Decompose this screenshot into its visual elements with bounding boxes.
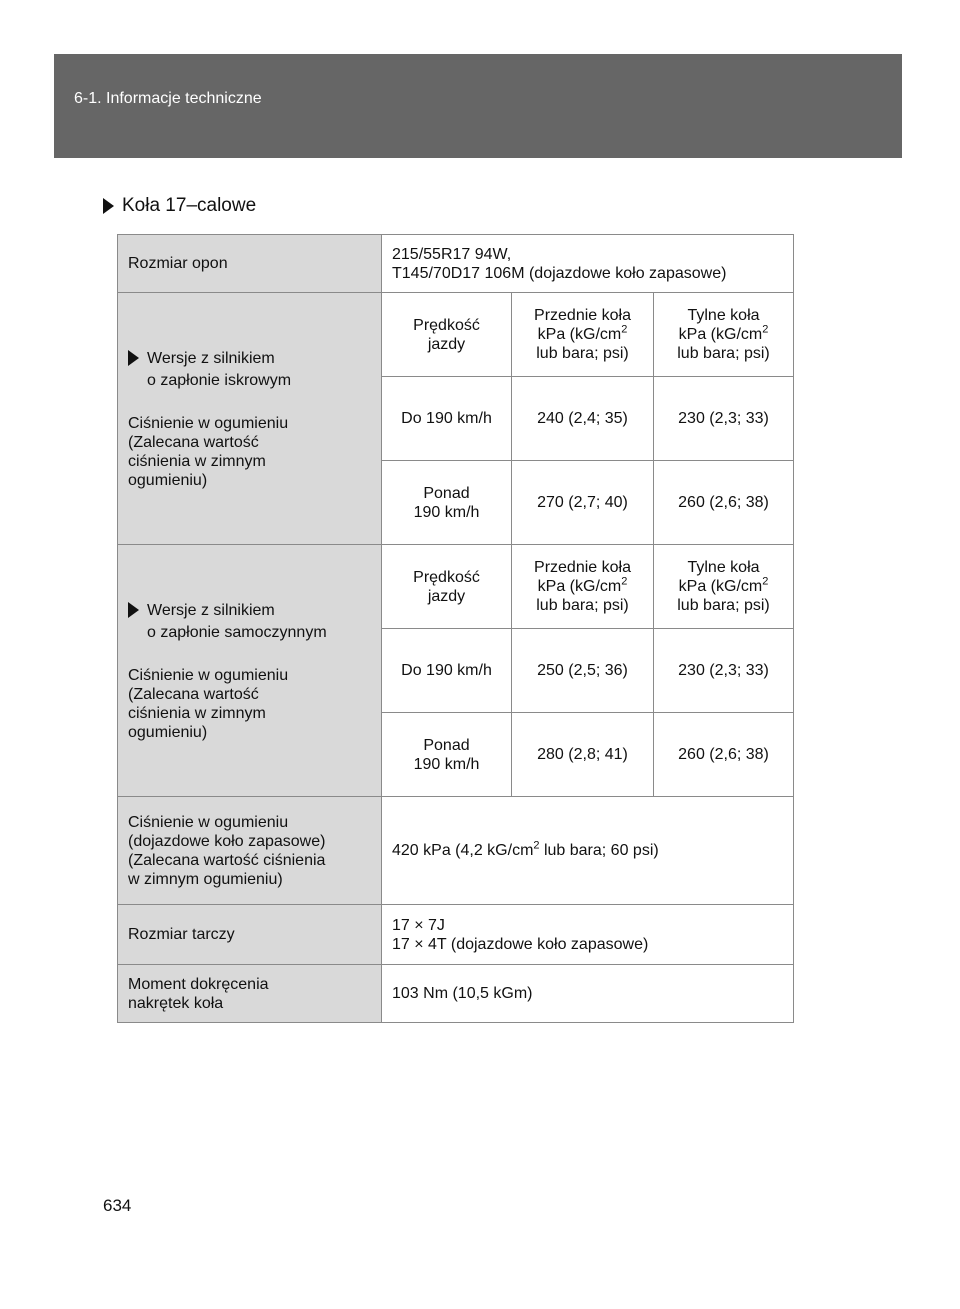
col-header-speed: Prędkość jazdy bbox=[382, 293, 512, 377]
petrol-subtitle: Wersje z silnikiem o zapłonie iskrowym bbox=[128, 348, 371, 392]
diesel-pressure-label: Wersje z silnikiem o zapłonie samoczynnym Ciśnienie w ogumieniu (Zalecana wartość ciśnienia w zimnym ogumieniu) bbox=[118, 545, 382, 797]
table-row bbox=[118, 545, 794, 629]
table-row bbox=[118, 797, 794, 905]
rear-pressure-cell: 230 (2,3; 33) bbox=[654, 377, 794, 461]
torque-label: Moment dokręcenia nakrętek koła bbox=[118, 965, 382, 1023]
section-heading-text: Koła 17–calowe bbox=[122, 195, 257, 216]
col-header-front: Przednie koła kPa ($kG/cm^2$ lub bara; psi) bbox=[512, 545, 654, 629]
spare-pressure-label: Ciśnienie w ogumieniu (dojazdowe koło zapasowe) (Zalecana wartość ciśnienia w zimnym ogumieniu) bbox=[118, 797, 382, 905]
rim-size-label: Rozmiar tarczy bbox=[118, 905, 382, 965]
rim-size-value: 17 × 7J 17 × 4T (dojazdowe koło zapasowe) bbox=[382, 905, 794, 965]
tire-size-label: Rozmiar opon bbox=[118, 235, 382, 293]
section-heading bbox=[103, 195, 256, 217]
diesel-subtitle: Wersje z silnikiem o zapłonie samoczynnym bbox=[128, 600, 371, 644]
petrol-pressure-label: Wersje z silnikiem o zapłonie iskrowym Ciśnienie w ogumieniu (Zalecana wartość ciśnienia w zimnym ogumieniu) bbox=[118, 293, 382, 545]
wheel-spec-table bbox=[117, 234, 794, 1023]
col-header-front: Przednie koła kPa ($kG/cm^2$ lub bara; psi) bbox=[512, 293, 654, 377]
torque-value: 103 Nm (10,5 kGm) bbox=[382, 965, 794, 1023]
triangle-bullet-icon bbox=[103, 198, 114, 214]
rear-pressure-cell: 230 (2,3; 33) bbox=[654, 629, 794, 713]
spare-pressure-value: 420 kPa (4,2 $kG/cm^2$ lub bara; 60 psi) bbox=[382, 797, 794, 905]
page-number: 634 bbox=[103, 1196, 132, 1215]
col-header-rear: Tylne koła kPa ($kG/cm^2$ lub bara; psi) bbox=[654, 293, 794, 377]
table-row bbox=[118, 965, 794, 1023]
table-row bbox=[118, 905, 794, 965]
chapter-title: 6-1. Informacje techniczne bbox=[74, 90, 262, 107]
rear-pressure-cell: 260 (2,6; 38) bbox=[654, 461, 794, 545]
table-row bbox=[118, 235, 794, 293]
col-header-speed: Prędkość jazdy bbox=[382, 545, 512, 629]
tire-size-value: 215/55R17 94W, T145/70D17 106M (dojazdowe koło zapasowe) bbox=[382, 235, 794, 293]
col-header-rear: Tylne koła kPa ($kG/cm^2$ lub bara; psi) bbox=[654, 545, 794, 629]
triangle-bullet-icon bbox=[128, 350, 139, 366]
speed-cell: Do 190 km/h bbox=[382, 377, 512, 461]
speed-cell: Ponad 190 km/h bbox=[382, 713, 512, 797]
speed-cell: Do 190 km/h bbox=[382, 629, 512, 713]
front-pressure-cell: 270 (2,7; 40) bbox=[512, 461, 654, 545]
triangle-bullet-icon bbox=[128, 602, 139, 618]
rear-pressure-cell: 260 (2,6; 38) bbox=[654, 713, 794, 797]
chapter-header bbox=[54, 54, 902, 158]
front-pressure-cell: 250 (2,5; 36) bbox=[512, 629, 654, 713]
table-row bbox=[118, 293, 794, 377]
speed-cell: Ponad 190 km/h bbox=[382, 461, 512, 545]
front-pressure-cell: 280 (2,8; 41) bbox=[512, 713, 654, 797]
front-pressure-cell: 240 (2,4; 35) bbox=[512, 377, 654, 461]
